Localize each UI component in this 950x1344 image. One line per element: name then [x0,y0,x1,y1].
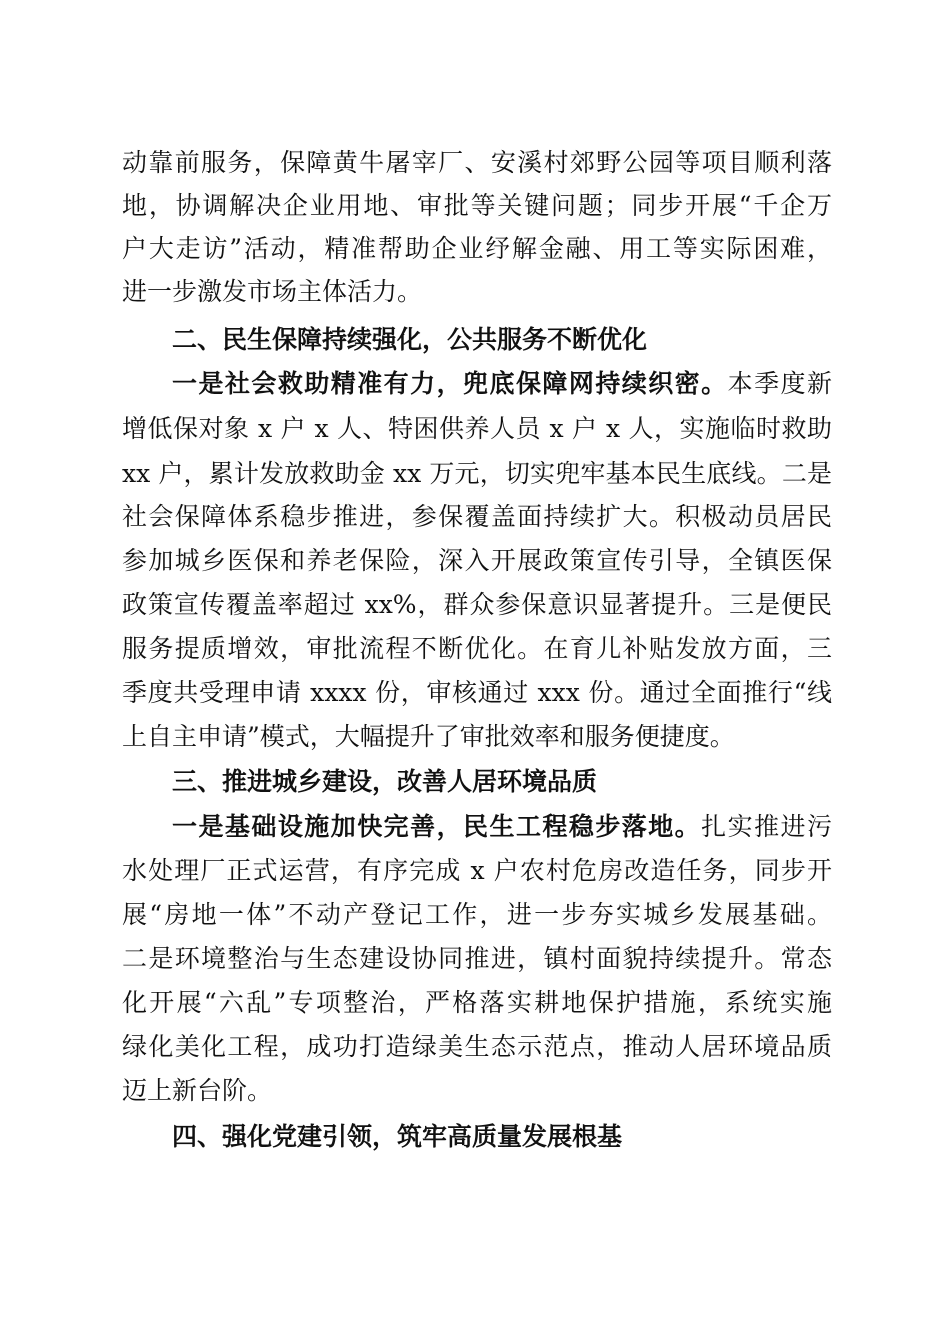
paragraph-line: 进一步激发市场主体活力。 [122,277,423,306]
paragraph-line: 上自主申请”模式，大幅提升了审批效率和服务便捷度。 [122,722,735,751]
paragraph-lead: 一是基础设施加快完善，民生工程稳步落地。 [172,812,702,841]
paragraph-line: 水处理厂正式运营，有序完成 x 户农村危房改造任务，同步开 [122,856,832,885]
paragraph-line: 动靠前服务，保障黄牛屠宰厂、安溪村郊野公园等项目顺利落 [122,148,832,177]
paragraph-line: 地，协调解决企业用地、审批等关键问题；同步开展“千企万 [122,191,832,220]
paragraph-line: 户大走访”活动，精准帮助企业纾解金融、用工等实际困难， [122,234,832,263]
paragraph-line: 社会保障体系稳步推进，参保覆盖面持续扩大。积极动员居民 [122,502,832,531]
paragraph-lead: 一是社会救助精准有力，兜底保障网持续织密。 [172,369,728,398]
paragraph-line: 服务提质增效，审批流程不断优化。在育儿补贴发放方面，三 [122,634,832,663]
paragraph-line: 增低保对象 x 户 x 人、特困供养人员 x 户 x 人，实施临时救助 [122,414,832,443]
section-heading-3: 三、推进城乡建设，改善人居环境品质 [172,767,598,796]
section-heading-2: 二、民生保障持续强化，公共服务不断优化 [172,325,648,354]
paragraph-line: xx 户，累计发放救助金 xx 万元，切实兜牢基本民生底线。二是 [122,459,832,488]
paragraph-text: 本季度新 [727,369,832,398]
paragraph-line: 展“房地一体”不动产登记工作，进一步夯实城乡发展基础。 [122,900,832,929]
paragraph-line: 化开展“六乱”专项整治，严格落实耕地保护措施，系统实施 [122,988,832,1017]
paragraph-line: 季度共受理申请 xxxx 份，审核通过 xxx 份。通过全面推行“线 [122,678,832,707]
paragraph-line: 绿化美化工程，成功打造绿美生态示范点，推动人居环境品质 [122,1032,832,1061]
paragraph-line: 政策宣传覆盖率超过 xx%，群众参保意识显著提升。三是便民 [122,590,832,619]
paragraph-line: 迈上新台阶。 [122,1076,273,1105]
paragraph-first-line [172,366,832,402]
section-heading-4: 四、强化党建引领，筑牢高质量发展根基 [172,1122,623,1151]
paragraph-text: 扎实推进污 [701,812,832,841]
paragraph-first-line [172,809,832,845]
paragraph-line: 二是环境整治与生态建设协同推进，镇村面貌持续提升。常态 [122,944,832,973]
paragraph-line: 参加城乡医保和养老保险，深入开展政策宣传引导，全镇医保 [122,546,832,575]
